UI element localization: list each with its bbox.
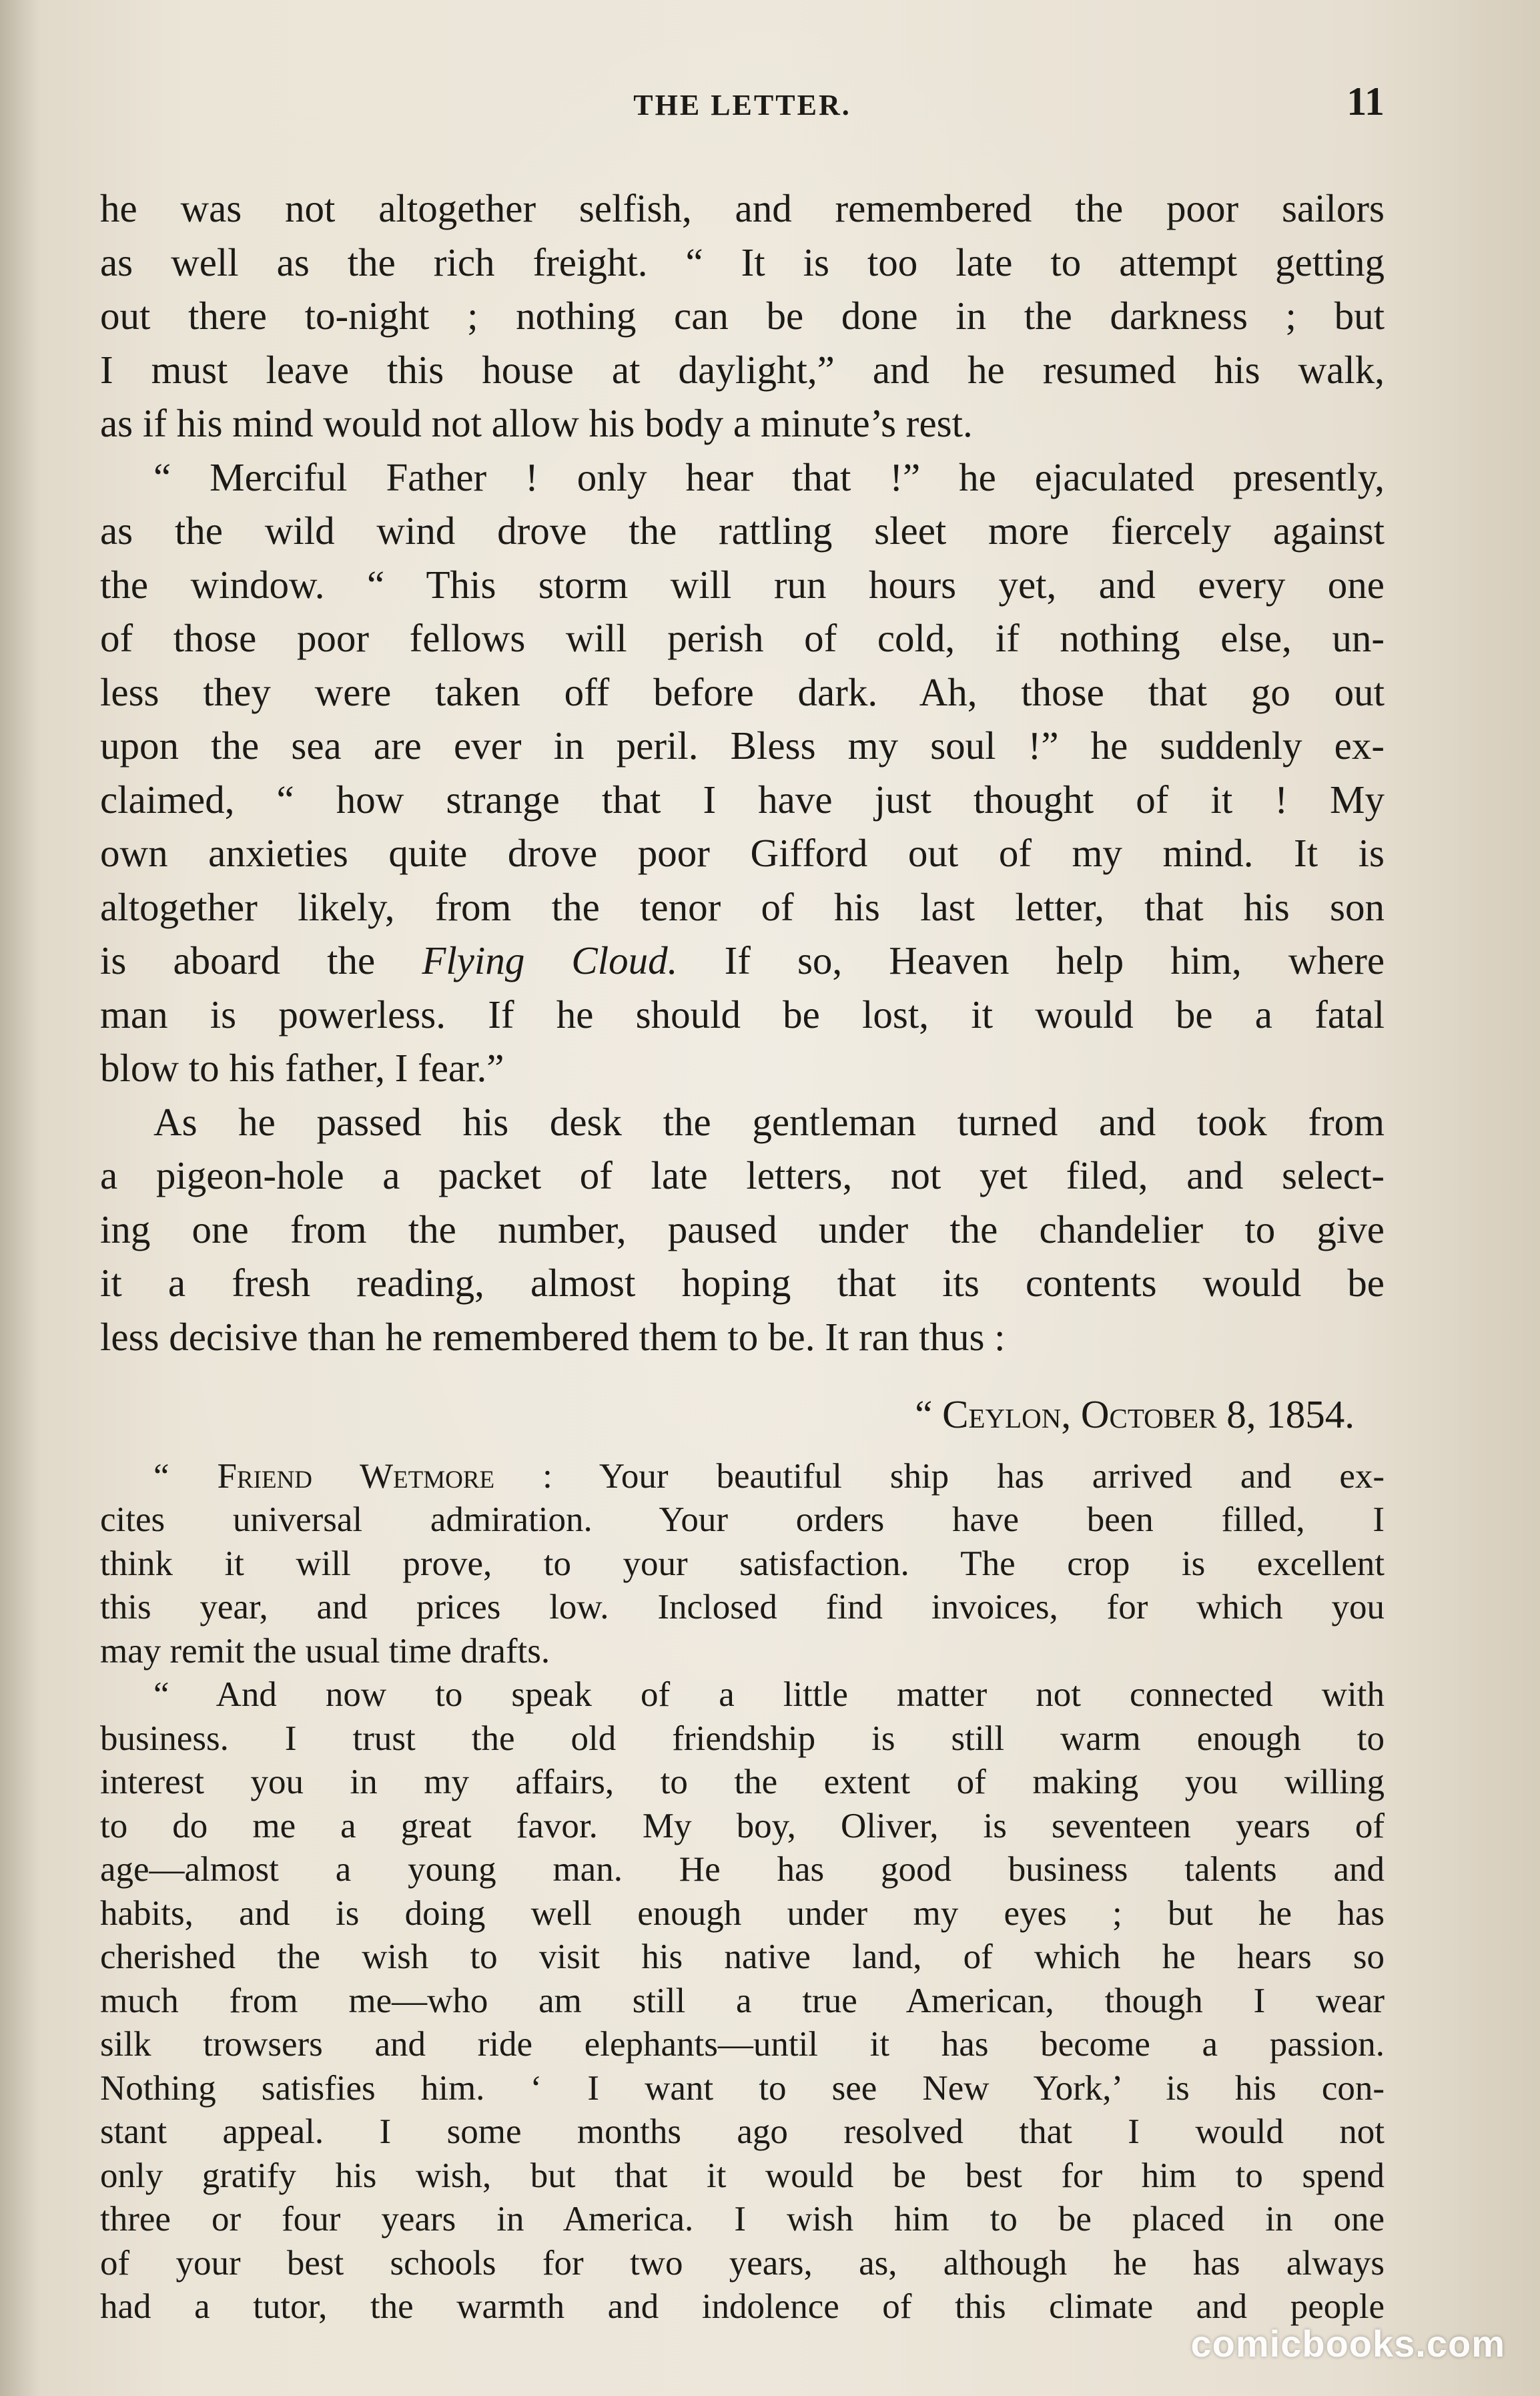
letter-line: cherished the wish to visit his native land, of which he hears so <box>100 1937 1385 1976</box>
text-line: upon the sea are ever in peril. Bless my soul !” he suddenly ex- <box>100 723 1385 768</box>
text-segment: Your beautiful ship has arrived and ex- <box>599 1456 1385 1496</box>
text-line: a pigeon-hole a packet of late letters, not yet filed, and select- <box>100 1153 1385 1197</box>
text-line: the window. “ This storm will run hours yet, and every one <box>100 562 1385 607</box>
text-line: I must leave this house at daylight,” and he resumed his walk, <box>100 347 1385 392</box>
letter-line: may remit the usual time drafts. <box>100 1631 550 1671</box>
letter-block <box>100 1455 1385 2329</box>
letter-line: stant appeal. I some months ago resolved that I would not <box>100 2112 1385 2151</box>
letter-line: this year, and prices low. Inclosed find invoices, for which you <box>100 1588 1385 1626</box>
letter-line: habits, and is doing well enough under my eyes ; but he has <box>100 1893 1385 1933</box>
letter-line: had a tutor, the warmth and indolence of this climate and people <box>100 2287 1385 2326</box>
letter-line: cites universal admiration. Your orders have been filled, I <box>100 1500 1385 1539</box>
body-text <box>100 182 1385 2329</box>
letter-line: “ And now to speak of a little matter not connected with <box>153 1675 1385 1714</box>
text-line: he was not altogether selfish, and remembered the poor sailors <box>100 186 1385 230</box>
letter-line: business. I trust the old friendship is still warm enough to <box>100 1719 1385 1758</box>
text-line: less decisive than he remembered them to be. It ran thus : <box>100 1314 1006 1359</box>
letter-line: much from me—who am still a true American, though I wear <box>100 1981 1385 2020</box>
running-title: THE LETTER. <box>633 89 851 121</box>
ship-name: Flying Cloud. <box>422 938 678 982</box>
spine-shadow <box>0 0 40 2396</box>
text-line-with-ship-name <box>100 934 1385 988</box>
letter-line: to do me a great favor. My boy, Oliver, is seventeen years of <box>100 1806 1385 1845</box>
letter-salutation: “ Friend Wetmore : <box>153 1456 552 1496</box>
text-line: own anxieties quite drove poor Gifford out of my mind. It is <box>100 831 1385 875</box>
text-line: claimed, “ how strange that I have just thought of it ! My <box>100 777 1385 822</box>
text-line: man is powerless. If he should be lost, it would be a fatal <box>100 992 1385 1036</box>
text-line: of those poor fellows will perish of cold, if nothing else, un- <box>100 616 1385 660</box>
letter-line: Nothing satisfies him. ‘ I want to see New York,’ is his con- <box>100 2068 1385 2108</box>
letter-dateline: “ Ceylon, October 8, 1854. <box>915 1392 1355 1436</box>
text-line: as the wild wind drove the rattling sleet more fiercely against <box>100 509 1385 553</box>
letter-line: silk trowsers and ride elephants—until it has become a passion. <box>100 2025 1385 2064</box>
text-line: less they were taken off before dark. Ah, those that go out <box>100 669 1385 714</box>
text-line: as if his mind would not allow his body a minute’s rest. <box>100 401 973 445</box>
text-line: As he passed his desk the gentleman turned and took from <box>153 1099 1385 1144</box>
letter-line: three or four years in America. I wish him to be placed in one <box>100 2200 1385 2238</box>
letter-line: age—almost a young man. He has good business talents and <box>100 1850 1385 1889</box>
text-segment: is aboard the <box>100 938 376 982</box>
text-line: “ Merciful Father ! only hear that !” he ejaculated presently, <box>153 455 1385 499</box>
text-line: ing one from the number, paused under the chandelier to give <box>100 1207 1385 1251</box>
letter-line: only gratify his wish, but that it would be best for him to spend <box>100 2156 1385 2195</box>
text-line: as well as the rich freight. “ It is too late to attempt getting <box>100 240 1385 284</box>
letter-line: think it will prove, to your satisfaction. The crop is excellent <box>100 1544 1385 1583</box>
text-line: blow to his father, I fear.” <box>100 1046 504 1090</box>
letter-first-line <box>100 1455 1385 1499</box>
site-watermark: comicbooks.com <box>1190 2323 1505 2365</box>
text-line: it a fresh reading, almost hoping that its contents would be <box>100 1261 1385 1305</box>
letter-line: interest you in my affairs, to the extent of making you willing <box>100 1763 1385 1801</box>
page-header <box>100 79 1385 132</box>
text-segment: If so, Heaven help him, where <box>724 938 1385 982</box>
text-line: out there to-night ; nothing can be done in the darkness ; but <box>100 294 1385 338</box>
page-number: 11 <box>1346 79 1385 123</box>
letter-line: of your best schools for two years, as, although he has always <box>100 2243 1385 2283</box>
text-line: altogether likely, from the tenor of his last letter, that his son <box>100 884 1385 929</box>
